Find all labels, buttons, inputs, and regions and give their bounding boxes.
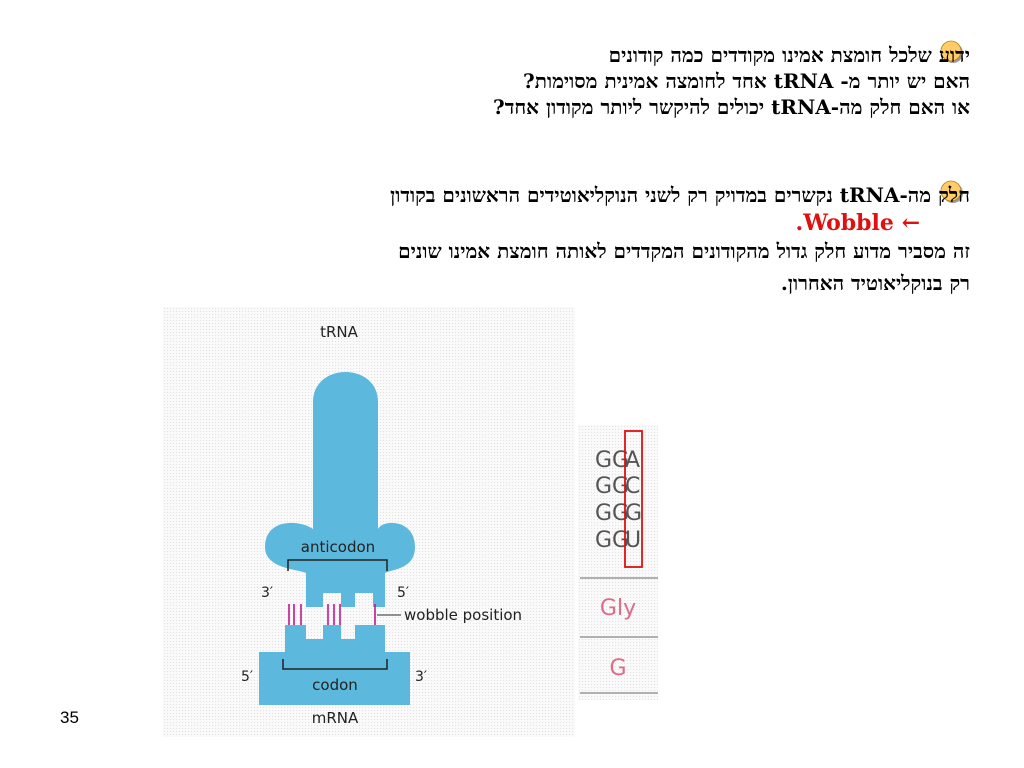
five-prime-bottom-label: 5′ <box>241 669 254 685</box>
trna-wobble-diagram <box>163 307 575 737</box>
three-prime-top-label: 3′ <box>261 585 274 601</box>
bullet-2-line-3: זה מסביר מדוע חלק גדול מהקודונים המקדדים לאותה חומצת אמינו שונים <box>398 239 970 263</box>
anticodon-label: anticodon <box>300 538 376 556</box>
amino-acid-label: Gly <box>599 596 637 621</box>
trna-label: tRNA <box>320 323 358 341</box>
amino-acid-one-letter: G <box>609 656 627 681</box>
bullet-1-text <box>90 42 970 120</box>
codon-last-4: U <box>625 528 642 553</box>
bullet-2-line-1: חלק מה-tRNA נקשרים במדויק רק לשני הנוקליאוטידים הראשונים בקודון <box>390 183 970 207</box>
mrna-label: mRNA <box>311 709 359 727</box>
wobble-position-label: wobble position <box>404 606 523 624</box>
codon-table <box>578 425 660 700</box>
wobble-term: ← Wobble. <box>795 210 920 236</box>
bullet-2-text <box>90 182 970 296</box>
codon-label: codon <box>312 676 358 694</box>
codon-prefix-3: GG <box>595 501 630 526</box>
codon-prefix-4: GG <box>595 528 630 553</box>
codon-prefix-1: GG <box>595 448 630 473</box>
base-pair-lines <box>289 604 375 625</box>
codon-last-3: G <box>625 501 643 526</box>
five-prime-top-label: 5′ <box>397 585 410 601</box>
codon-prefix-2: GG <box>595 474 630 499</box>
codon-last-1: A <box>625 448 641 473</box>
bullet-1-line-3: או האם חלק מה-tRNA יכולים להיקשר ליותר מקודון אחד? <box>493 95 970 119</box>
trna-shape <box>265 372 415 607</box>
bullet-1-line-2: האם יש יותר מ- tRNA אחד לחומצה אמינית מסוימות? <box>523 69 970 93</box>
bullet-2-line-4: רק בנוקליאוטיד האחרון. <box>780 271 970 295</box>
bullet-1-line-1: ידוע שלכל חומצת אמינו מקודדים כמה קודונים <box>608 43 970 67</box>
three-prime-bottom-label: 3′ <box>415 669 428 685</box>
slide-number: 35 <box>60 708 79 727</box>
codon-last-2: C <box>625 474 641 499</box>
